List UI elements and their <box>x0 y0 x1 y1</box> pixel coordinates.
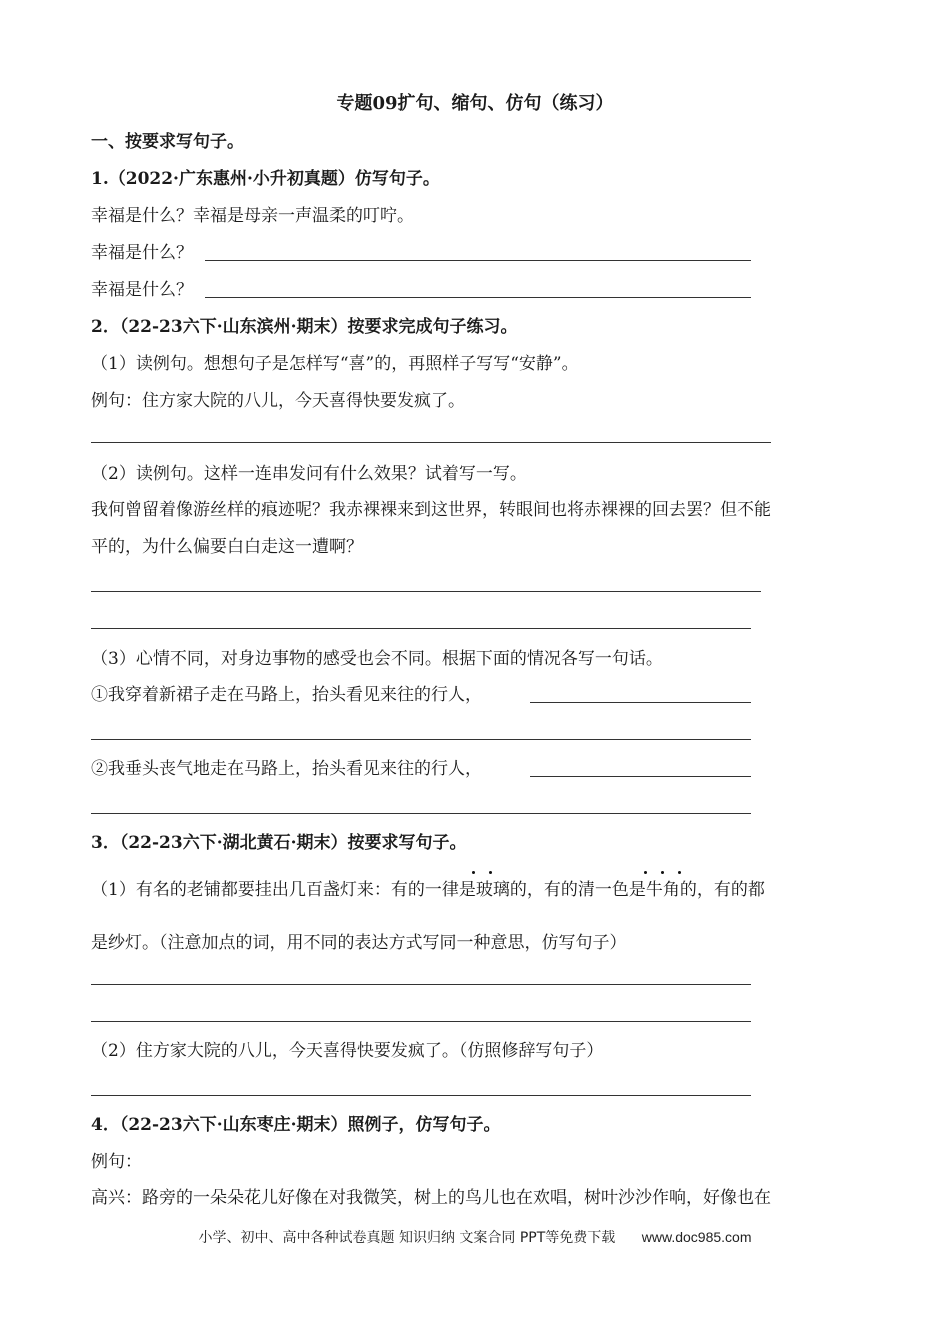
q2-part-1-example: 例句：住方家大院的八儿，今天喜得快要发疯了。 <box>91 391 465 411</box>
emphasis-dot <box>661 871 664 874</box>
q2-part-1: （1）读例句。想想句子是怎样写“喜”的，再照样子写写“安静”。 <box>91 354 579 374</box>
answer-line[interactable] <box>91 628 751 629</box>
q1-example: 幸福是什么？幸福是母亲一声温柔的叮咛。 <box>91 206 414 226</box>
q2-part-3-b: ②我垂头丧气地走在马路上，抬头看见来往的行人， <box>91 759 482 779</box>
answer-line[interactable] <box>91 442 771 443</box>
q3-part-1-cont: 是纱灯。（注意加点的词，用不同的表达方式写同一种意思，仿写句子） <box>91 933 627 953</box>
question-3-header: 3．（22-23六下·湖北黄石·期末）按要求写句子。 <box>91 833 467 853</box>
q3-part-1: （1）有名的老铺都要挂出几百盏灯来：有的一律是玻璃的，有的清一色是牛角的，有的都 <box>91 880 765 900</box>
emphasis-dot <box>644 871 647 874</box>
footer-text: 小学、初中、高中各种试卷真题 知识归纳 文案合同 PPT等免费下载 <box>198 1230 616 1246</box>
question-1-header: 1.（2022·广东惠州·小升初真题）仿写句子。 <box>91 169 440 189</box>
q2-part-2-text: 我何曾留着像游丝样的痕迹呢？我赤裸裸来到这世界，转眼间也将赤裸裸的回去罢？但不能 <box>91 500 771 520</box>
answer-line[interactable] <box>91 739 751 740</box>
emphasis-dot <box>472 871 475 874</box>
answer-line[interactable] <box>91 813 751 814</box>
q2-part-2: （2）读例句。这样一连串发问有什么效果？试着写一写。 <box>91 464 527 484</box>
answer-line[interactable] <box>91 591 761 592</box>
q4-example-label: 例句： <box>91 1152 142 1172</box>
q2-part-3-a: ①我穿着新裙子走在马路上，抬头看见来往的行人， <box>91 685 482 705</box>
q1-prompt-1: 幸福是什么？ <box>91 243 193 263</box>
footer-url[interactable]: www.doc985.com <box>641 1229 752 1245</box>
question-4-header: 4．（22-23六下·山东枣庄·期末）照例子，仿写句子。 <box>91 1115 501 1135</box>
answer-line[interactable] <box>530 702 751 703</box>
emphasis-dot <box>678 871 681 874</box>
answer-line[interactable] <box>205 260 751 261</box>
emphasis-dot <box>489 871 492 874</box>
page-title: 专题09扩句、缩句、仿句（练习） <box>336 93 614 114</box>
section-heading: 一、按要求写句子。 <box>91 132 244 152</box>
answer-line[interactable] <box>91 984 751 985</box>
answer-line[interactable] <box>530 776 751 777</box>
answer-line[interactable] <box>91 1095 751 1096</box>
q3-part-2: （2）住方家大院的八儿，今天喜得快要发疯了。（仿照修辞写句子） <box>91 1041 604 1061</box>
answer-line[interactable] <box>205 297 751 298</box>
q2-part-2-text-cont: 平的，为什么偏要白白走这一遭啊？ <box>91 537 363 557</box>
q2-part-3: （3）心情不同，对身边事物的感受也会不同。根据下面的情况各写一句话。 <box>91 649 663 669</box>
q1-prompt-2: 幸福是什么？ <box>91 280 193 300</box>
answer-line[interactable] <box>91 1021 751 1022</box>
q4-example-text: 高兴：路旁的一朵朵花儿好像在对我微笑，树上的鸟儿也在欢唱，树叶沙沙作响，好像也在 <box>91 1188 771 1208</box>
footer <box>0 1227 950 1247</box>
question-2-header: 2．（22-23六下·山东滨州·期末）按要求完成句子练习。 <box>91 317 518 337</box>
